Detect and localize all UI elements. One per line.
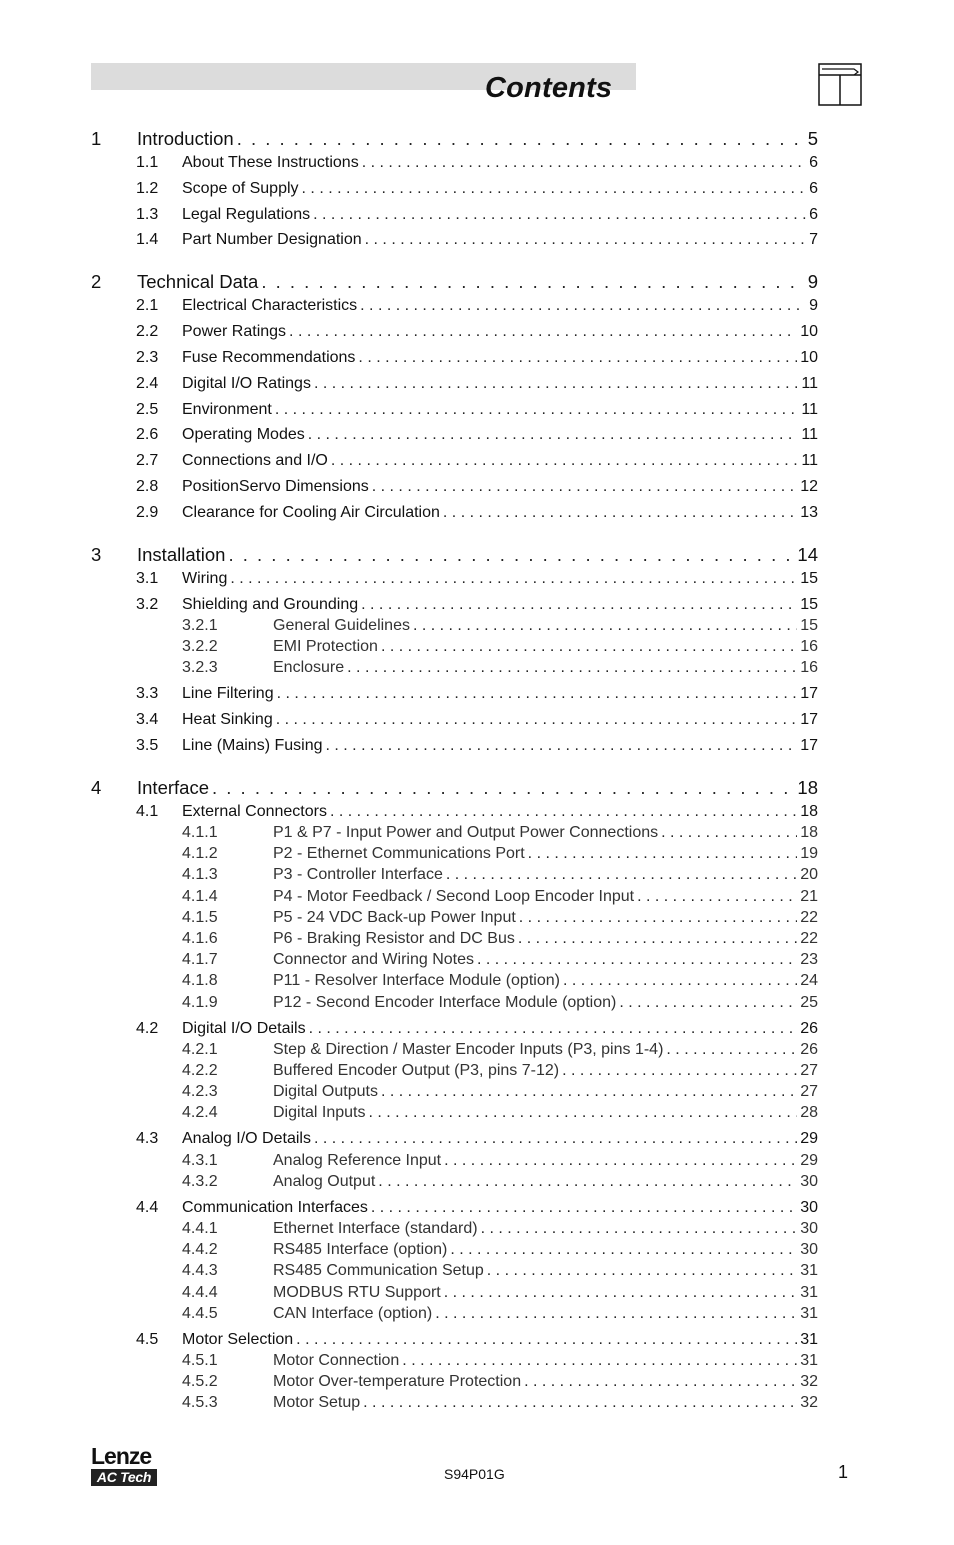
toc-leader-dots bbox=[562, 1062, 797, 1080]
toc-entry-page: 12 bbox=[800, 478, 818, 495]
toc-entry-number: 4.1.6 bbox=[182, 930, 218, 947]
toc-entry-number: 1.1 bbox=[136, 154, 159, 171]
toc-entry[interactable] bbox=[136, 685, 818, 703]
toc-leader-dots bbox=[518, 930, 797, 948]
toc-entry[interactable] bbox=[182, 617, 818, 635]
toc-entry-page: 22 bbox=[800, 930, 818, 947]
toc-entry-label: Connections and I/O bbox=[182, 452, 328, 470]
toc-entry-number: 3.5 bbox=[136, 736, 159, 754]
toc-entry-page: 13 bbox=[800, 503, 818, 521]
toc-leader-dots bbox=[446, 866, 797, 884]
toc-entry-page: 17 bbox=[800, 711, 818, 728]
toc-entry-page: 5 bbox=[807, 128, 818, 149]
toc-leader-dots bbox=[277, 685, 798, 703]
toc-leader-dots bbox=[326, 737, 798, 755]
toc-entry-number: 3.3 bbox=[136, 685, 159, 703]
toc-leader-dots bbox=[444, 1152, 797, 1170]
toc-entry-label: General Guidelines bbox=[273, 616, 410, 634]
toc-entry-label: EMI Protection bbox=[273, 638, 378, 655]
toc-leader-dots bbox=[362, 154, 806, 172]
toc-entry[interactable] bbox=[91, 271, 818, 293]
toc-leader-dots bbox=[358, 349, 797, 367]
toc-entry-number: 4.3.2 bbox=[182, 1172, 218, 1190]
toc-leader-dots bbox=[230, 570, 797, 588]
toc-entry-label: Motor Connection bbox=[273, 1352, 400, 1369]
toc-entry[interactable] bbox=[182, 824, 818, 842]
toc-leader-dots bbox=[477, 951, 797, 969]
toc-leader-dots bbox=[378, 1173, 797, 1191]
toc-entry-label: Buffered Encoder Output (P3, pins 7-12) bbox=[273, 1062, 560, 1079]
toc-entry-number: 4.4.1 bbox=[182, 1220, 218, 1237]
toc-leader-dots bbox=[369, 1104, 798, 1122]
toc-entry-page: 29 bbox=[800, 1130, 818, 1148]
toc-entry-page: 19 bbox=[800, 845, 818, 863]
toc-leader-dots bbox=[402, 1352, 797, 1370]
toc-entry-number: 4.5.2 bbox=[182, 1373, 218, 1391]
toc-entry[interactable] bbox=[182, 1041, 818, 1059]
toc-entry[interactable] bbox=[182, 866, 818, 884]
toc-leader-dots bbox=[444, 1284, 797, 1302]
toc-entry-label: Line Filtering bbox=[182, 685, 274, 703]
toc-entry-label: P2 - Ethernet Communications Port bbox=[273, 845, 525, 863]
toc-entry[interactable] bbox=[182, 1262, 818, 1280]
toc-entry-page: 10 bbox=[800, 349, 818, 366]
toc-entry-label: P6 - Braking Resistor and DC Bus bbox=[273, 930, 515, 947]
toc-entry-label: About These Instructions bbox=[182, 154, 359, 171]
toc-entry-page: 14 bbox=[797, 543, 818, 565]
toc-entry-number: 3.2.2 bbox=[182, 638, 218, 655]
toc-entry[interactable] bbox=[182, 1220, 818, 1238]
toc-entry[interactable] bbox=[136, 737, 818, 755]
toc-entry[interactable] bbox=[182, 972, 818, 990]
toc-entry-number: 1.3 bbox=[136, 205, 159, 223]
toc-entry-label: Electrical Characteristics bbox=[182, 297, 358, 315]
toc-entry-label: CAN Interface (option) bbox=[273, 1304, 433, 1322]
toc-leader-dots bbox=[275, 401, 799, 419]
toc-leader-dots bbox=[563, 972, 797, 990]
lenze-logo bbox=[91, 1444, 157, 1486]
toc-entry[interactable] bbox=[136, 1130, 818, 1148]
toc-entry-number: 4.2.2 bbox=[182, 1062, 218, 1079]
toc-entry-number: 2.2 bbox=[136, 323, 159, 341]
toc-entry-number: 4.4.5 bbox=[182, 1304, 218, 1322]
toc-entry[interactable] bbox=[182, 1062, 818, 1080]
toc-entry-page: 32 bbox=[800, 1373, 818, 1391]
toc-entry-page: 11 bbox=[801, 400, 818, 418]
toc-entry[interactable] bbox=[136, 1199, 818, 1217]
toc-entry-page: 10 bbox=[800, 323, 818, 341]
page-number: 1 bbox=[838, 1462, 849, 1482]
toc-entry-number: 4.1.2 bbox=[182, 845, 218, 863]
toc-entry[interactable] bbox=[91, 544, 818, 566]
toc-entry-page: 24 bbox=[800, 972, 818, 990]
toc-leader-dots bbox=[360, 297, 806, 315]
toc-entry-number: 4 bbox=[91, 776, 102, 798]
toc-entry-page: 25 bbox=[800, 993, 818, 1011]
toc-entry-label: Digital I/O Ratings bbox=[182, 374, 311, 392]
toc-leader-dots bbox=[309, 1020, 798, 1038]
logo-bottom-text: AC Tech bbox=[91, 1469, 157, 1486]
toc-entry[interactable] bbox=[91, 777, 818, 799]
toc-leader-dots bbox=[619, 994, 797, 1012]
book-icon bbox=[818, 63, 862, 106]
toc-entry-label: Communication Interfaces bbox=[182, 1198, 368, 1216]
toc-entry-number: 2.4 bbox=[136, 374, 159, 392]
toc-entry[interactable] bbox=[182, 1284, 818, 1302]
toc-leader-dots bbox=[302, 180, 807, 198]
toc-entry[interactable] bbox=[182, 1104, 818, 1122]
toc-entry-label: Power Ratings bbox=[182, 323, 287, 341]
toc-entry-page: 9 bbox=[807, 271, 818, 293]
toc-leader-dots bbox=[261, 271, 804, 293]
toc-entry-page: 11 bbox=[801, 426, 818, 444]
toc-entry-number: 2.5 bbox=[136, 400, 159, 418]
toc-entry[interactable] bbox=[182, 1241, 818, 1259]
toc-entry-label: P4 - Motor Feedback / Second Loop Encoder Input bbox=[273, 887, 635, 905]
toc-entry-label: Digital Outputs bbox=[273, 1083, 378, 1101]
toc-entry-page: 6 bbox=[809, 179, 818, 197]
toc-entry-label: External Connectors bbox=[182, 802, 327, 820]
toc-entry[interactable] bbox=[136, 349, 818, 367]
toc-leader-dots bbox=[314, 1130, 797, 1148]
toc-entry[interactable] bbox=[136, 570, 818, 588]
toc-entry-number: 1.2 bbox=[136, 179, 159, 197]
toc-entry-page: 7 bbox=[809, 231, 818, 249]
toc-entry[interactable] bbox=[182, 638, 818, 656]
toc-entry[interactable] bbox=[136, 803, 818, 821]
toc-leader-dots bbox=[443, 504, 797, 522]
toc-entry-number: 4.1.4 bbox=[182, 887, 218, 905]
toc-entry-page: 29 bbox=[800, 1151, 818, 1169]
toc-entry[interactable] bbox=[136, 180, 818, 198]
toc-entry-label: Technical Data bbox=[137, 271, 259, 293]
toc-entry[interactable] bbox=[136, 1020, 818, 1038]
toc-entry-label: Scope of Supply bbox=[182, 179, 299, 197]
toc-entry[interactable] bbox=[182, 1394, 818, 1412]
toc-leader-dots bbox=[481, 1220, 798, 1238]
toc-entry-number: 4.1.1 bbox=[182, 824, 218, 841]
toc-entry-number: 2.8 bbox=[136, 478, 159, 495]
toc-entry-label: P3 - Controller Interface bbox=[273, 866, 443, 884]
toc-entry-number: 4.4 bbox=[136, 1198, 159, 1216]
toc-leader-dots bbox=[330, 803, 797, 821]
toc-leader-dots bbox=[313, 206, 806, 224]
toc-entry-page: 15 bbox=[800, 595, 818, 613]
toc-entry-number: 4.1.5 bbox=[182, 908, 218, 926]
toc-entry[interactable] bbox=[182, 1152, 818, 1170]
toc-entry-label: Enclosure bbox=[273, 659, 345, 677]
toc-entry-label: Shielding and Grounding bbox=[182, 595, 359, 613]
toc-entry-number: 3.2.1 bbox=[182, 616, 218, 634]
toc-leader-dots bbox=[212, 777, 794, 799]
toc-entry[interactable] bbox=[136, 504, 818, 522]
toc-leader-dots bbox=[372, 478, 797, 496]
toc-entry-page: 31 bbox=[800, 1262, 818, 1280]
toc-entry[interactable] bbox=[136, 231, 818, 249]
toc-leader-dots bbox=[363, 1394, 797, 1412]
toc-entry-number: 4.5 bbox=[136, 1330, 159, 1348]
toc-entry-page: 6 bbox=[809, 154, 818, 171]
toc-entry-label: Legal Regulations bbox=[182, 205, 311, 223]
toc-entry-label: Operating Modes bbox=[182, 426, 305, 444]
toc-entry-page: 30 bbox=[800, 1198, 818, 1216]
toc-entry-number: 4.5.1 bbox=[182, 1352, 218, 1369]
toc-entry-number: 4.1.3 bbox=[182, 866, 218, 884]
toc-entry-page: 30 bbox=[800, 1172, 818, 1190]
toc-entry[interactable] bbox=[91, 128, 818, 150]
toc-entry-page: 11 bbox=[801, 374, 818, 392]
toc-entry-number: 1 bbox=[91, 128, 102, 149]
toc-entry-page: 27 bbox=[800, 1083, 818, 1101]
toc-leader-dots bbox=[361, 596, 797, 614]
toc-entry-number: 4.2 bbox=[136, 1019, 159, 1037]
toc-entry-number: 1.4 bbox=[136, 231, 159, 249]
toc-leader-dots bbox=[276, 711, 797, 729]
toc-entry-page: 31 bbox=[800, 1352, 818, 1369]
toc-leader-dots bbox=[228, 544, 794, 566]
toc-entry-page: 9 bbox=[809, 297, 818, 315]
toc-entry-label: Motor Selection bbox=[182, 1330, 294, 1348]
toc-leader-dots bbox=[347, 659, 797, 677]
toc-entry-page: 15 bbox=[800, 616, 818, 634]
toc-leader-dots bbox=[308, 426, 799, 444]
toc-entry-page: 20 bbox=[800, 866, 818, 884]
toc-leader-dots bbox=[289, 323, 797, 341]
toc-entry-label: Wiring bbox=[182, 569, 228, 587]
logo-top-text: Lenze bbox=[91, 1443, 152, 1469]
toc-entry-page: 31 bbox=[800, 1304, 818, 1322]
toc-entry[interactable] bbox=[136, 206, 818, 224]
toc-entry-label: Clearance for Cooling Air Circulation bbox=[182, 503, 440, 521]
toc-entry-label: Digital I/O Details bbox=[182, 1019, 306, 1037]
toc-entry-number: 4.3.1 bbox=[182, 1151, 218, 1169]
toc-entry-number: 4.2.1 bbox=[182, 1040, 218, 1058]
toc-entry-number: 4.4.4 bbox=[182, 1283, 218, 1301]
toc-entry-label: Connector and Wiring Notes bbox=[273, 951, 474, 969]
toc-entry-number: 4.4.2 bbox=[182, 1241, 218, 1259]
toc-entry-number: 2.3 bbox=[136, 349, 159, 366]
toc-entry-number: 4.1.7 bbox=[182, 951, 218, 969]
toc-entry-page: 31 bbox=[800, 1330, 818, 1348]
toc-entry[interactable] bbox=[136, 401, 818, 419]
toc-leader-dots bbox=[661, 824, 797, 842]
toc-entry-label: P1 & P7 - Input Power and Output Power Connections bbox=[273, 824, 659, 841]
toc-entry-page: 16 bbox=[800, 659, 818, 677]
toc-entry-label: RS485 Interface (option) bbox=[273, 1241, 448, 1259]
toc-entry[interactable] bbox=[182, 1083, 818, 1101]
toc-entry-number: 4.1 bbox=[136, 802, 159, 820]
toc-entry-page: 11 bbox=[801, 452, 818, 470]
toc-leader-dots bbox=[365, 231, 806, 249]
toc-entry-number: 3.4 bbox=[136, 711, 159, 728]
toc-leader-dots bbox=[487, 1262, 797, 1280]
toc-entry[interactable] bbox=[182, 1352, 818, 1370]
toc-leader-dots bbox=[381, 638, 797, 656]
toc-leader-dots bbox=[637, 888, 797, 906]
toc-leader-dots bbox=[435, 1305, 797, 1323]
toc-entry-label: P11 - Resolver Interface Module (option) bbox=[273, 972, 560, 990]
toc-entry[interactable] bbox=[182, 951, 818, 969]
toc-leader-dots bbox=[524, 1373, 797, 1391]
toc-entry[interactable] bbox=[136, 711, 818, 729]
toc-entry-number: 4.2.4 bbox=[182, 1104, 218, 1122]
toc-entry-number: 3.2.3 bbox=[182, 659, 218, 677]
toc-entry[interactable] bbox=[136, 596, 818, 614]
toc-entry-number: 2 bbox=[91, 271, 102, 293]
toc-entry-label: Heat Sinking bbox=[182, 711, 273, 728]
toc-entry[interactable] bbox=[182, 659, 818, 677]
toc-entry-number: 3.2 bbox=[136, 595, 159, 613]
toc-entry[interactable] bbox=[182, 845, 818, 863]
toc-entry[interactable] bbox=[136, 426, 818, 444]
toc-entry-page: 18 bbox=[797, 776, 818, 798]
toc-entry-number: 2.1 bbox=[136, 297, 159, 315]
toc-entry-label: Analog Reference Input bbox=[273, 1151, 442, 1169]
page-title: Contents bbox=[485, 72, 613, 104]
toc-entry-label: Analog I/O Details bbox=[182, 1130, 311, 1148]
toc-entry-number: 4.2.3 bbox=[182, 1083, 218, 1101]
toc-entry-label: Interface bbox=[137, 776, 209, 798]
toc-entry-label: Analog Output bbox=[273, 1172, 376, 1190]
toc-entry-label: PositionServo Dimensions bbox=[182, 478, 369, 495]
toc-entry[interactable] bbox=[182, 930, 818, 948]
toc-entry-number: 2.6 bbox=[136, 426, 159, 444]
toc-entry-label: Step & Direction / Master Encoder Inputs (P3, pins 1-4) bbox=[273, 1040, 664, 1058]
toc-leader-dots bbox=[371, 1199, 797, 1217]
toc-entry-number: 4.1.8 bbox=[182, 972, 218, 990]
toc-entry-number: 4.4.3 bbox=[182, 1262, 218, 1280]
toc-entry-page: 30 bbox=[800, 1241, 818, 1259]
toc-entry-number: 4.5.3 bbox=[182, 1394, 218, 1412]
toc-entry-page: 26 bbox=[800, 1019, 818, 1037]
toc-entry[interactable] bbox=[136, 1331, 818, 1349]
toc-entry-label: P12 - Second Encoder Interface Module (option) bbox=[273, 993, 617, 1011]
toc-leader-dots bbox=[519, 909, 797, 927]
toc-entry-label: Introduction bbox=[137, 128, 234, 149]
toc-entry-page: 28 bbox=[800, 1104, 818, 1122]
toc-entry-page: 18 bbox=[800, 802, 818, 820]
toc-entry[interactable] bbox=[182, 1373, 818, 1391]
toc-entry-number: 3.1 bbox=[136, 569, 159, 587]
toc-entry-page: 21 bbox=[800, 887, 818, 905]
toc-leader-dots bbox=[450, 1241, 797, 1259]
toc-leader-dots bbox=[666, 1041, 797, 1059]
toc-entry[interactable] bbox=[182, 1173, 818, 1191]
toc-entry-page: 31 bbox=[800, 1283, 818, 1301]
toc-leader-dots bbox=[331, 452, 799, 470]
toc-entry[interactable] bbox=[136, 375, 818, 393]
toc-entry-label: P5 - 24 VDC Back-up Power Input bbox=[273, 908, 516, 926]
toc-leader-dots bbox=[237, 128, 805, 150]
toc-entry-label: Environment bbox=[182, 400, 272, 418]
toc-entry[interactable] bbox=[182, 994, 818, 1012]
toc-entry-label: Installation bbox=[137, 543, 226, 565]
toc-leader-dots bbox=[413, 617, 797, 635]
toc-entry-page: 30 bbox=[800, 1220, 818, 1237]
toc-entry[interactable] bbox=[136, 478, 818, 496]
toc-entry-page: 26 bbox=[800, 1040, 818, 1058]
toc-entry-page: 18 bbox=[800, 824, 818, 841]
toc-entry[interactable] bbox=[182, 909, 818, 927]
toc-entry-label: Motor Over-temperature Protection bbox=[273, 1373, 522, 1391]
toc-entry-page: 22 bbox=[800, 908, 818, 926]
toc-entry[interactable] bbox=[182, 888, 818, 906]
toc-entry-page: 23 bbox=[800, 951, 818, 969]
toc-leader-dots bbox=[528, 845, 798, 863]
toc-leader-dots bbox=[296, 1331, 797, 1349]
toc-entry[interactable] bbox=[136, 323, 818, 341]
toc-entry-label: Fuse Recommendations bbox=[182, 349, 356, 366]
toc-entry-number: 4.3 bbox=[136, 1130, 159, 1148]
toc-entry-number: 4.1.9 bbox=[182, 993, 218, 1011]
toc-entry-label: Line (Mains) Fusing bbox=[182, 736, 323, 754]
toc-entry-page: 27 bbox=[800, 1062, 818, 1079]
toc-entry-number: 2.7 bbox=[136, 452, 159, 470]
toc-entry-page: 16 bbox=[800, 638, 818, 655]
document-number: S94P01G bbox=[444, 1466, 505, 1482]
toc-entry-page: 15 bbox=[800, 569, 818, 587]
toc-entry-label: Digital Inputs bbox=[273, 1104, 366, 1122]
toc-entry-label: MODBUS RTU Support bbox=[273, 1283, 441, 1301]
toc-entry-label: Ethernet Interface (standard) bbox=[273, 1220, 478, 1237]
toc-entry-number: 3 bbox=[91, 543, 102, 565]
toc-entry-page: 17 bbox=[800, 685, 818, 703]
toc-entry-number: 2.9 bbox=[136, 503, 159, 521]
toc-entry-label: RS485 Communication Setup bbox=[273, 1262, 484, 1280]
toc-entry[interactable] bbox=[136, 452, 818, 470]
toc-entry-page: 17 bbox=[800, 736, 818, 754]
toc-entry[interactable] bbox=[136, 154, 818, 172]
toc-leader-dots bbox=[314, 375, 798, 393]
toc-entry[interactable] bbox=[182, 1305, 818, 1323]
toc-leader-dots bbox=[381, 1083, 797, 1101]
toc-entry-page: 6 bbox=[809, 205, 818, 223]
toc-entry[interactable] bbox=[136, 297, 818, 315]
toc-entry-label: Part Number Designation bbox=[182, 231, 362, 249]
toc-entry-page: 32 bbox=[800, 1394, 818, 1412]
toc-entry-label: Motor Setup bbox=[273, 1394, 361, 1412]
